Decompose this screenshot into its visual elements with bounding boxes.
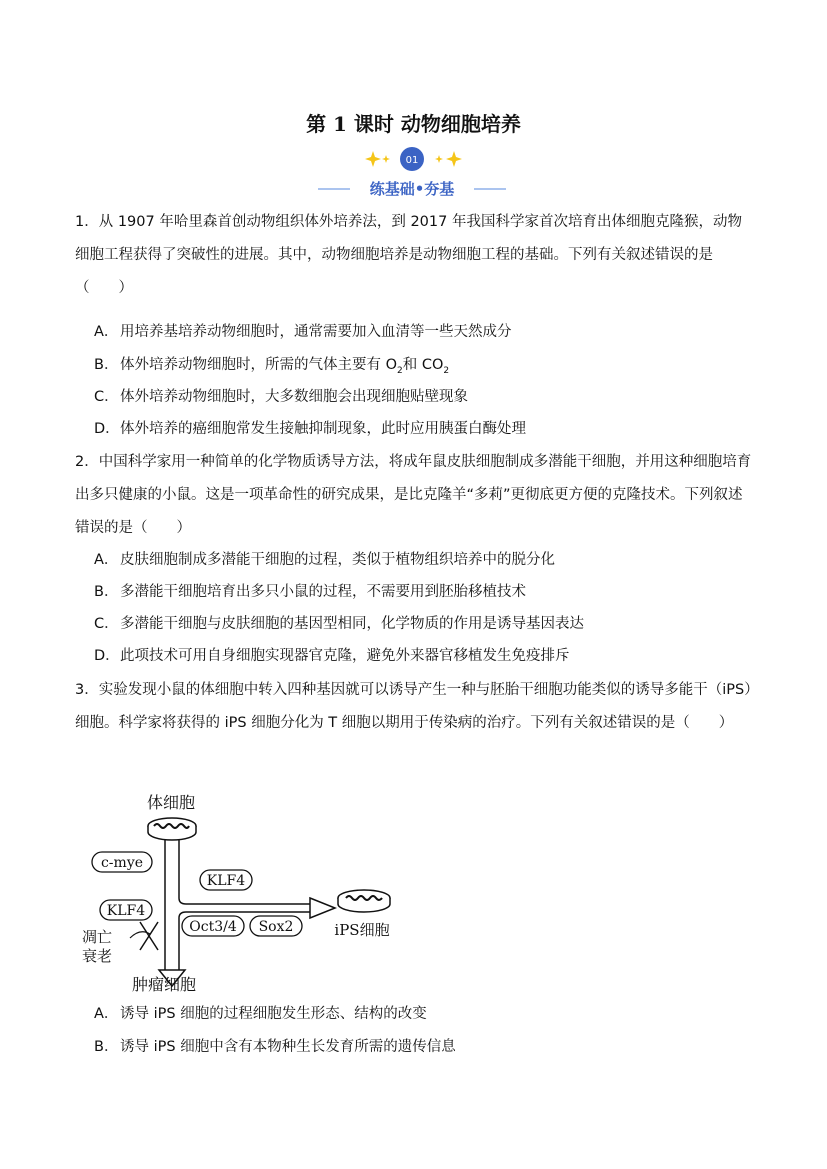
question-3-stem: 3．实验发现小鼠的体细胞中转入四种基因就可以诱导产生一种与胚胎干细胞功能类似的诱导多能干（iPS）细胞。科学家将获得的 iPS 细胞分化为 T 细胞以期用于传染病的治疗。下列有关叙述错误的是（ ） xyxy=(75,682,752,731)
ips-induction-diagram xyxy=(80,790,410,995)
question-2-option-a: A． 皮肤细胞制成多潜能干细胞的过程，类似于植物组织培养中的脱分化 xyxy=(94,552,555,568)
badge-number: 01 xyxy=(405,155,419,166)
star-icon xyxy=(365,151,390,167)
question-1-option-d: D．体外培养的癌细胞常发生接触抑制现象，此时应用胰蛋白酶处理 xyxy=(94,421,526,437)
apoptosis-label: 凋亡 xyxy=(82,928,113,946)
senescence-label: 衰老 xyxy=(82,947,113,965)
gene-pill-klf4-lower xyxy=(100,900,152,920)
somatic-cell-label: 体细胞 xyxy=(146,793,196,812)
gene-pill-klf4-upper xyxy=(200,870,252,890)
page-title: 第 1 课时 动物细胞培养 xyxy=(306,112,521,136)
ips-cell-dish xyxy=(338,890,390,912)
question-1-option-c: C．体外培养动物细胞时，大多数细胞会出现细胞贴壁现象 xyxy=(94,389,468,405)
ips-cell-label: iPS细胞 xyxy=(334,921,390,939)
question-2-option-c: C．多潜能干细胞与皮肤细胞的基因型相同，化学物质的作用是诱导基因表达 xyxy=(94,616,584,632)
gene-pill-sox2 xyxy=(250,916,302,936)
svg-text:Oct3/4: Oct3/4 xyxy=(189,919,237,935)
arrowhead-right xyxy=(310,898,335,918)
svg-text:KLF4: KLF4 xyxy=(206,873,246,889)
svg-text:c-mye: c-mye xyxy=(100,855,144,871)
question-1-option-a: A． 用培养基培养动物细胞时，通常需要加入血清等一些天然成分 xyxy=(94,324,512,340)
gene-pill-oct xyxy=(182,916,244,936)
question-3-option-a: A． 诱导 iPS 细胞的过程细胞发生形态、结构的改变 xyxy=(94,1006,427,1022)
branch-line xyxy=(130,932,150,938)
question-2-option-d: D．此项技术可用自身细胞实现器官克隆，避免外来器官移植发生免疫排斥 xyxy=(94,648,570,664)
question-2-option-b: B． 多潜能干细胞培育出多只小鼠的过程，不需要用到胚胎移植技术 xyxy=(94,584,526,600)
svg-text:Sox2: Sox2 xyxy=(258,919,294,935)
question-3-option-b: B． 诱导 iPS 细胞中含有本物种生长发育所需的遗传信息 xyxy=(94,1039,456,1055)
gene-pill-cmyc xyxy=(92,852,152,872)
cross-mark xyxy=(140,922,158,950)
svg-text:KLF4: KLF4 xyxy=(106,903,146,919)
branch-line xyxy=(179,898,310,904)
question-1-stem: 1．从 1907 年哈里森首创动物组织体外培养法，到 2017 年我国科学家首次培育出体细胞克隆猴，动物细胞工程获得了突破性的进展。其中，动物细胞培养是动物细胞工程的基础。下列有关叙述错误的是（ ） xyxy=(75,214,742,296)
question-2-stem: 2．中国科学家用一种简单的化学物质诱导方法，将成年鼠皮肤细胞制成多潜能干细胞，并用这种细胞培育出多只健康的小鼠。这是一项革命性的研究成果，是比克隆羊“多莉”更彻底更方便的克隆技术。下列叙述错误的是（ ） xyxy=(75,454,752,536)
star-icon xyxy=(435,151,462,167)
section-badge xyxy=(0,146,827,202)
badge-label: 练基础•夯基 xyxy=(369,180,455,198)
somatic-cell-dish xyxy=(148,818,196,840)
tumor-cell-label: 肿瘤细胞 xyxy=(132,975,197,994)
question-1-option-b: B． 体外培养动物细胞时，所需的气体主要有 $O_2$和 $CO_2$ xyxy=(94,357,450,376)
